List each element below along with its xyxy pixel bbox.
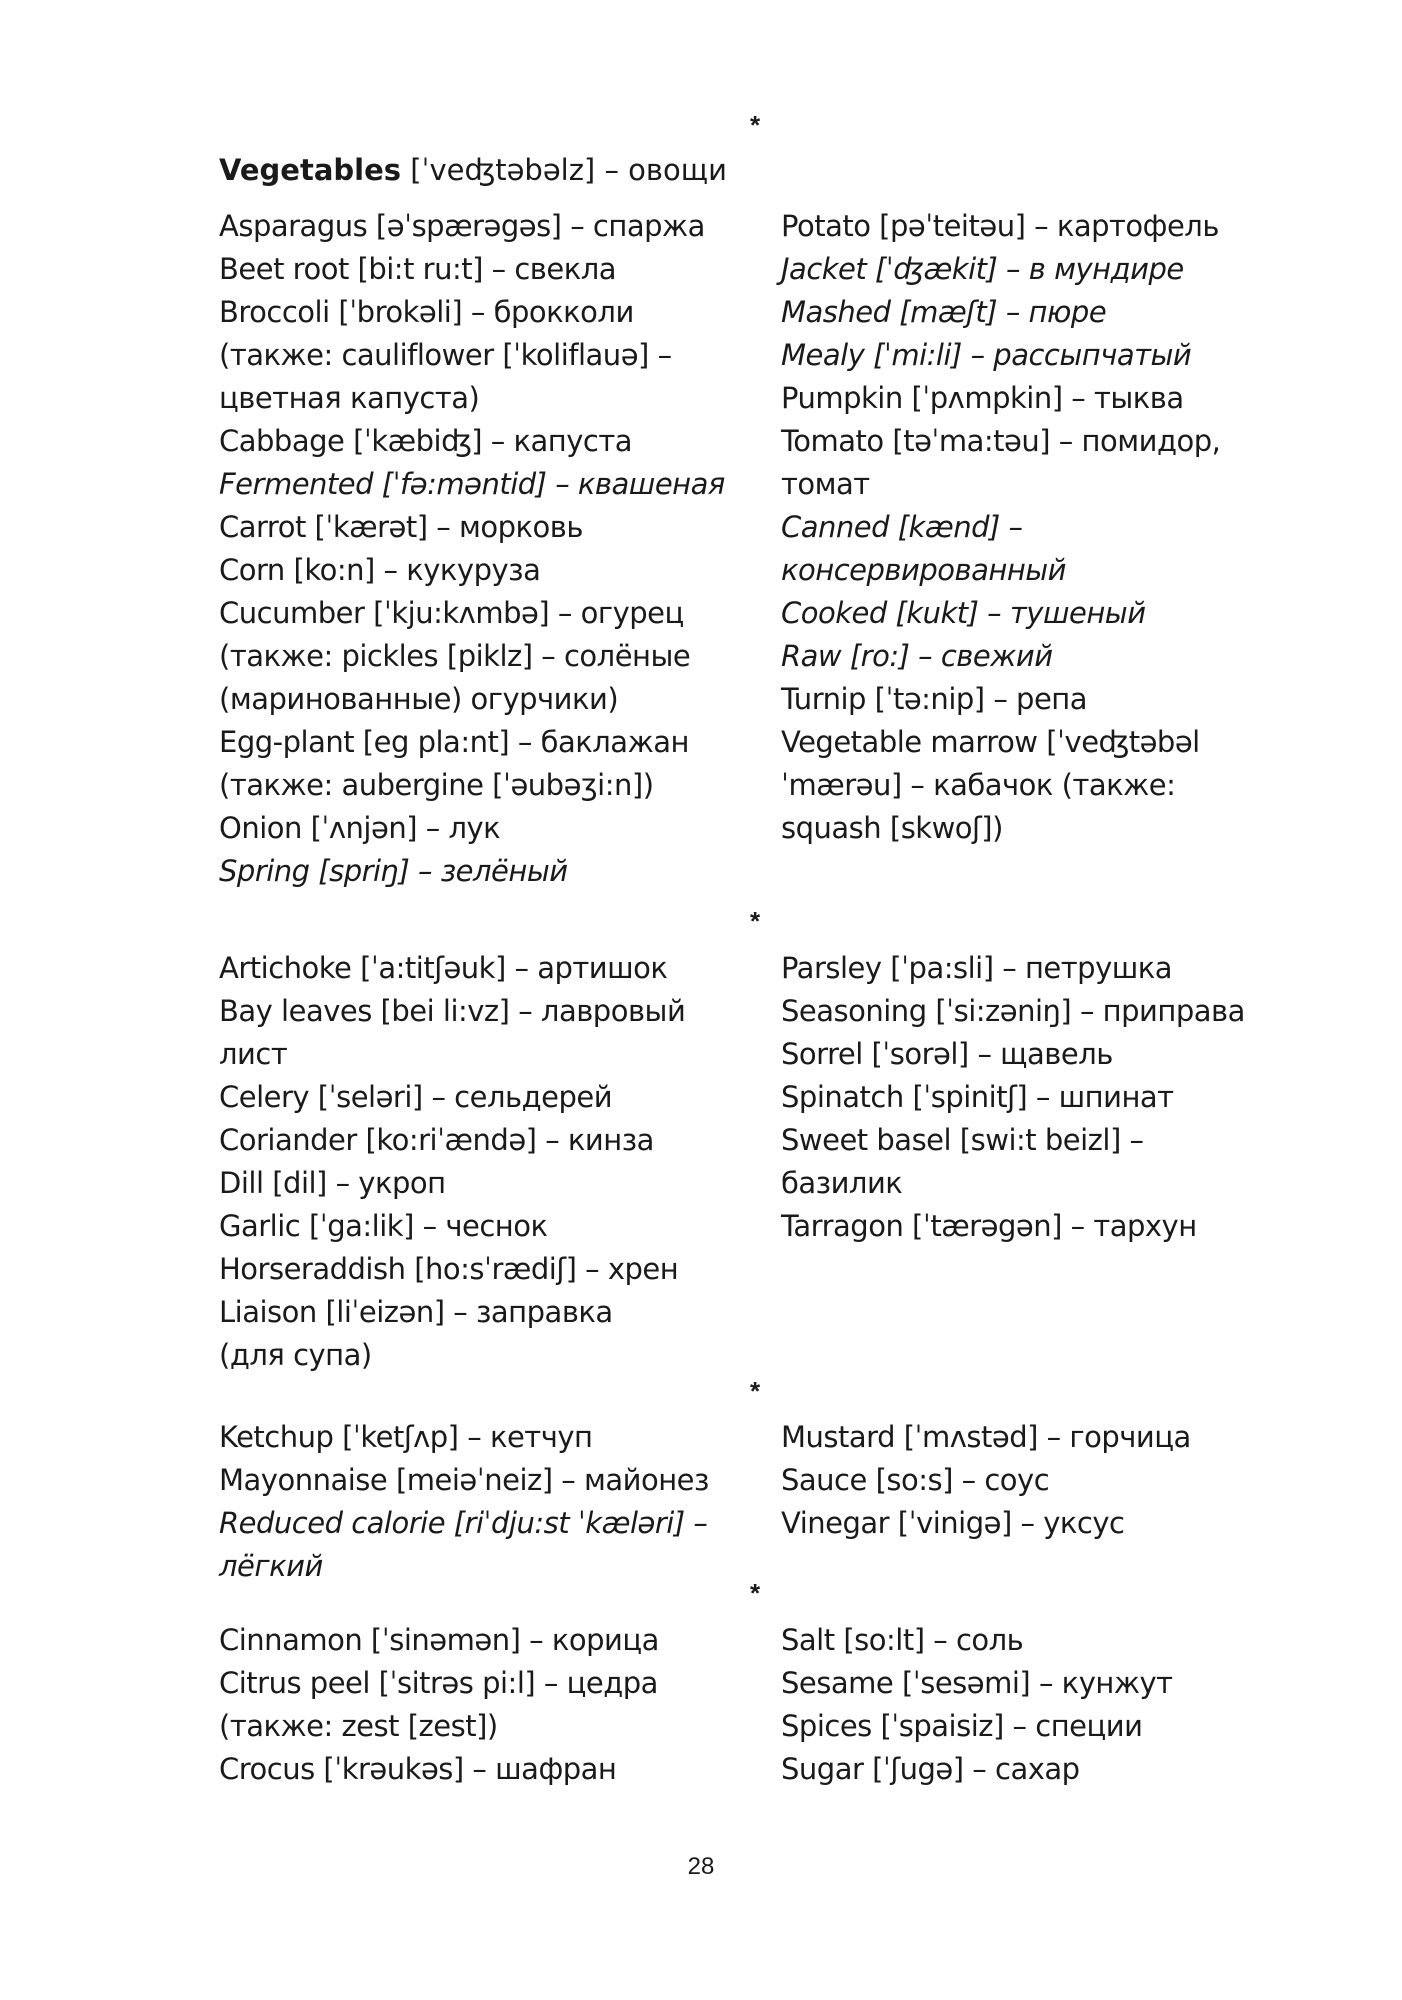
vocab-line: Mashed [mæʃt] – пюре bbox=[781, 295, 1107, 329]
vocab-line: Cooked [kukt] – тушеный bbox=[781, 596, 1146, 630]
vocab-line: Beet root [bi:t ru:t] – свекла bbox=[219, 252, 617, 286]
section-2-left-column bbox=[219, 947, 779, 1377]
section-separator: * bbox=[749, 906, 761, 936]
vocab-line: Parsley [ˈpa:sli] – петрушка bbox=[781, 951, 1173, 985]
vocab-line: Artichoke [ˈa:titʃəuk] – артишок bbox=[219, 951, 668, 985]
vocab-line: Sorrel [ˈsorəl] – щавель bbox=[781, 1037, 1113, 1071]
vocab-line: Turnip [ˈtə:nip] – репа bbox=[781, 682, 1088, 716]
section-title bbox=[219, 150, 727, 190]
vocab-line: Fermented [ˈfə:məntid] – квашеная bbox=[219, 467, 725, 501]
vocab-line: Vinegar [ˈvinigə] – уксус bbox=[781, 1506, 1125, 1540]
vocab-line: (маринованные) огурчики) bbox=[219, 682, 619, 716]
vocab-line: Egg-plant [eg pla:nt] – баклажан bbox=[219, 725, 689, 759]
vocab-line: Mustard [ˈmʌstəd] – горчица bbox=[781, 1420, 1191, 1454]
vocab-line: Sauce [so:s] – соус bbox=[781, 1463, 1050, 1497]
vocab-line: Cucumber [ˈkju:kʌmbə] – огурец bbox=[219, 596, 684, 630]
vocab-line: (также: aubergine [ˈəubəʒi:n]) bbox=[219, 768, 654, 802]
vocab-line: Mayonnaise [meiəˈneiz] – майонез bbox=[219, 1463, 709, 1497]
vocab-line: цветная капуста) bbox=[219, 381, 480, 415]
vocab-line: Corn [ko:n] – кукуруза bbox=[219, 553, 541, 587]
section-1-left-column bbox=[219, 205, 779, 893]
vocab-line: Horseraddish [ho:sˈrædiʃ] – хрен bbox=[219, 1252, 679, 1286]
vocab-line: Broccoli [ˈbrokəli] – брокколи bbox=[219, 295, 634, 329]
vocab-line: Vegetable marrow [ˈveʤtəbəl bbox=[781, 725, 1200, 759]
vocab-line: Cabbage [ˈkæbiʤ] – капуста bbox=[219, 424, 633, 458]
vocab-line: Citrus peel [ˈsitrəs pi:l] – цедра bbox=[219, 1666, 658, 1700]
vocab-line: Sugar [ˈʃugə] – сахар bbox=[781, 1752, 1080, 1786]
section-separator: * bbox=[749, 110, 761, 140]
vocab-line: Carrot [ˈkærət] – морковь bbox=[219, 510, 583, 544]
page-number: 28 bbox=[687, 1853, 715, 1880]
section-4-right-column bbox=[781, 1619, 1341, 1791]
vocab-line: Reduced calorie [riˈdju:st ˈkæləri] – bbox=[219, 1506, 708, 1540]
section-separator: * bbox=[749, 1578, 761, 1608]
section-1-right-column bbox=[781, 205, 1341, 850]
vocab-line: Bay leaves [bei li:vz] – лавровый bbox=[219, 994, 686, 1028]
title-transcription: [ˈveʤtəbəlz] – овощи bbox=[401, 153, 727, 187]
section-3-right-column bbox=[781, 1416, 1341, 1545]
vocab-line: Coriander [ko:riˈændə] – кинза bbox=[219, 1123, 654, 1157]
vocab-line: Canned [kænd] – bbox=[781, 510, 1023, 544]
vocab-line: Pumpkin [ˈpʌmpkin] – тыква bbox=[781, 381, 1184, 415]
vocab-line: Asparagus [əˈspærəgəs] – спаржа bbox=[219, 209, 705, 243]
vocab-line: консервированный bbox=[781, 553, 1067, 587]
vocab-line: Mealy [ˈmi:li] – рассыпчатый bbox=[781, 338, 1192, 372]
section-3-left-column bbox=[219, 1416, 779, 1588]
vocab-line: томат bbox=[781, 467, 870, 501]
vocab-line: (также: pickles [piklz] – солёные bbox=[219, 639, 691, 673]
vocab-line: Onion [ˈʌnjən] – лук bbox=[219, 811, 501, 845]
vocab-line: Cinnamon [ˈsinəmən] – корица bbox=[219, 1623, 659, 1657]
vocab-line: Spices [ˈspaisiz] – специи bbox=[781, 1709, 1143, 1743]
vocab-line: Dill [dil] – укроп bbox=[219, 1166, 446, 1200]
vocab-line: Potato [pəˈteitəu] – картофель bbox=[781, 209, 1219, 243]
vocab-line: базилик bbox=[781, 1166, 903, 1200]
vocab-line: лист bbox=[219, 1037, 288, 1071]
section-separator: * bbox=[749, 1376, 761, 1406]
vocab-line: Jacket [ˈʤækit] – в мундире bbox=[781, 252, 1184, 286]
vocab-line: Garlic [ˈga:lik] – чеснок bbox=[219, 1209, 548, 1243]
vocab-line: Ketchup [ˈketʃʌp] – кетчуп bbox=[219, 1420, 593, 1454]
vocab-line: ˈmærəu] – кабачок (также: bbox=[781, 768, 1176, 802]
vocab-line: Liaison [liˈeizən] – заправка bbox=[219, 1295, 613, 1329]
vocab-line: Sesame [ˈsesəmi] – кунжут bbox=[781, 1666, 1173, 1700]
vocab-line: Salt [so:lt] – соль bbox=[781, 1623, 1024, 1657]
vocab-line: Sweet basel [swi:t beizl] – bbox=[781, 1123, 1144, 1157]
vocab-line: Spinatch [ˈspinitʃ] – шпинат bbox=[781, 1080, 1174, 1114]
section-2-right-column bbox=[781, 947, 1341, 1248]
vocab-line: Spring [spriŋ] – зелёный bbox=[219, 854, 568, 888]
vocab-line: (для супа) bbox=[219, 1338, 372, 1372]
vocab-line: Crocus [ˈkrəukəs] – шафран bbox=[219, 1752, 617, 1786]
vocab-line: (также: cauliflower [ˈkoliflauə] – bbox=[219, 338, 672, 372]
vocab-line: Tomato [təˈma:təu] – помидор, bbox=[781, 424, 1221, 458]
vocab-line: лёгкий bbox=[219, 1549, 323, 1583]
vocab-line: Seasoning [ˈsi:zəniŋ] – приправа bbox=[781, 994, 1245, 1028]
section-4-left-column bbox=[219, 1619, 779, 1791]
title-word: Vegetables bbox=[219, 153, 402, 187]
vocab-line: (также: zest [zest]) bbox=[219, 1709, 498, 1743]
vocab-line: Tarragon [ˈtærəgən] – тархун bbox=[781, 1209, 1197, 1243]
vocab-line: Celery [ˈseləri] – сельдерей bbox=[219, 1080, 613, 1114]
vocab-line: Raw [ro:] – свежий bbox=[781, 639, 1053, 673]
vocab-line: squash [skwoʃ]) bbox=[781, 811, 1003, 845]
